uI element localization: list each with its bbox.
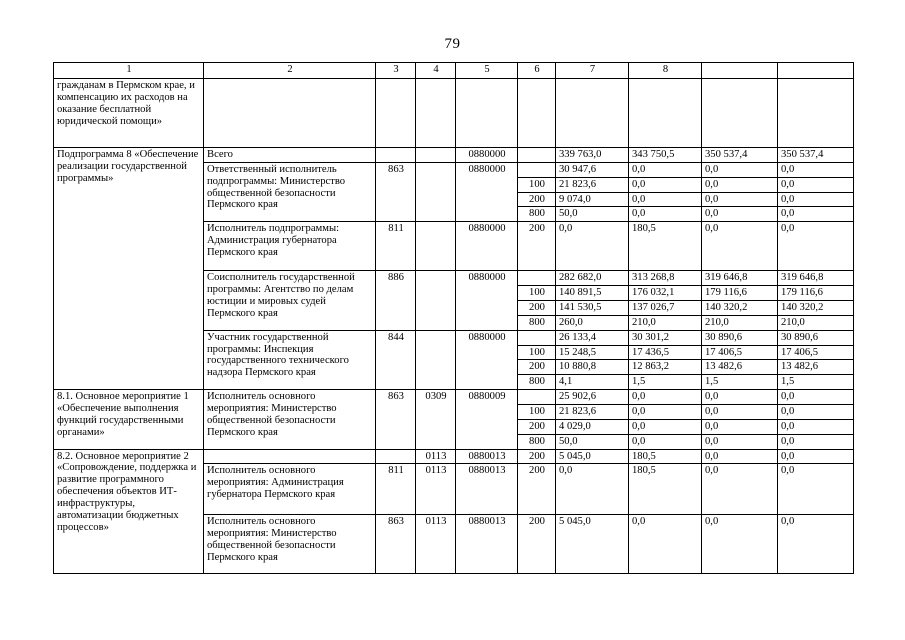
row-code4: 0113 [416,449,456,464]
row-code5: 0880013 [456,449,518,464]
row-amount-2: 343 750,5 [629,148,702,163]
row-amount-4: 0,0 [778,449,854,464]
row-code3: 886 [376,271,416,330]
row-title: 8.1. Основное мероприятие 1 «Обеспечение выполнения функций государственными органами» [54,390,204,449]
row-code6: 200 [518,301,556,316]
table-row [54,148,854,163]
row-code5: 0880013 [456,464,518,515]
row-code4 [416,148,456,163]
row-amount-4: 0,0 [778,419,854,434]
row-amount-1: 25 902,6 [556,390,629,405]
row-amount-4: 1,5 [778,375,854,390]
row-amount-1: 30 947,6 [556,162,629,177]
row-amount-3: 0,0 [702,405,778,420]
row-code4 [416,162,456,221]
row-amount-3: 0,0 [702,419,778,434]
row-amount-1: 4,1 [556,375,629,390]
row-amount-4: 319 646,8 [778,271,854,286]
table-row [54,449,854,464]
row-amount-3: 140 320,2 [702,301,778,316]
row-amount-4: 0,0 [778,177,854,192]
row-amount-2: 180,5 [629,222,702,271]
row-amount-2: 30 301,2 [629,330,702,345]
row-executor: Исполнитель основного мероприятия: Министерство общественной безопасности Пермского края [204,390,376,449]
row-amount-4: 140 320,2 [778,301,854,316]
row-amount-3: 0,0 [702,434,778,449]
row-amount-2: 0,0 [629,515,702,574]
row-code5: 0880000 [456,222,518,271]
column-header-4: 4 [416,63,456,79]
row-code6 [518,162,556,177]
row-amount-3: 0,0 [702,449,778,464]
row-executor: Исполнитель основного мероприятия: Министерство общественной безопасности Пермского края [204,515,376,574]
row-amount-1: 5 045,0 [556,515,629,574]
row-amount-2: 0,0 [629,405,702,420]
row-amount-2: 0,0 [629,434,702,449]
row-code3 [376,148,416,163]
row-code3: 844 [376,330,416,389]
row-amount-4 [778,79,854,148]
row-code5: 0880000 [456,330,518,389]
row-amount-3: 0,0 [702,390,778,405]
row-code3: 863 [376,515,416,574]
row-amount-3 [702,79,778,148]
row-code4 [416,222,456,271]
row-code5: 0880000 [456,271,518,330]
row-executor: Исполнитель подпрограммы: Администрация губернатора Пермского края [204,222,376,271]
row-amount-4: 13 482,6 [778,360,854,375]
row-amount-1: 140 891,5 [556,286,629,301]
row-code4: 0113 [416,464,456,515]
row-executor [204,79,376,148]
row-amount-4: 350 537,4 [778,148,854,163]
column-header-1: 1 [54,63,204,79]
row-code6: 200 [518,360,556,375]
row-amount-3: 0,0 [702,177,778,192]
row-code6 [518,330,556,345]
row-executor: Ответственный исполнитель подпрограммы: Министерство общественной безопасности Пермского края [204,162,376,221]
page-number: 79 [444,36,461,52]
row-code6: 200 [518,419,556,434]
row-amount-2: 0,0 [629,207,702,222]
column-header-8: 8 [629,63,702,79]
row-amount-1: 21 823,6 [556,177,629,192]
row-code6: 200 [518,192,556,207]
row-amount-1: 282 682,0 [556,271,629,286]
table-row [54,390,854,405]
row-amount-4: 179 116,6 [778,286,854,301]
row-amount-1: 50,0 [556,434,629,449]
row-code3: 863 [376,390,416,449]
row-amount-1: 50,0 [556,207,629,222]
row-amount-3: 0,0 [702,162,778,177]
row-code5: 0880000 [456,162,518,221]
row-code3: 811 [376,222,416,271]
row-code5 [456,79,518,148]
row-code6 [518,148,556,163]
row-code6: 200 [518,464,556,515]
row-amount-2: 137 026,7 [629,301,702,316]
row-amount-1: 0,0 [556,464,629,515]
row-code6: 200 [518,515,556,574]
row-amount-3: 0,0 [702,464,778,515]
row-code6: 800 [518,207,556,222]
row-amount-4: 30 890,6 [778,330,854,345]
column-header-2: 2 [204,63,376,79]
row-amount-2: 0,0 [629,177,702,192]
row-amount-2: 313 268,8 [629,271,702,286]
row-amount-2: 0,0 [629,192,702,207]
row-amount-2 [629,79,702,148]
row-code4 [416,79,456,148]
row-amount-3: 350 537,4 [702,148,778,163]
row-code6: 100 [518,345,556,360]
row-code4: 0309 [416,390,456,449]
row-code5: 0880013 [456,515,518,574]
row-amount-4: 210,0 [778,315,854,330]
budget-table-container [53,62,853,574]
row-amount-1: 9 074,0 [556,192,629,207]
row-title: 8.2. Основное мероприятие 2 «Сопровождение, поддержка и развитие программного обеспечения объектов ИТ-инфраструктуры, автоматизации бюджетных процессов» [54,449,204,574]
row-code5: 0880000 [456,148,518,163]
row-amount-1: 339 763,0 [556,148,629,163]
row-amount-3: 0,0 [702,515,778,574]
row-amount-2: 180,5 [629,464,702,515]
row-amount-1: 10 880,8 [556,360,629,375]
row-amount-2: 0,0 [629,390,702,405]
row-code6: 800 [518,375,556,390]
row-amount-4: 17 406,5 [778,345,854,360]
row-code5: 0880009 [456,390,518,449]
row-amount-4: 0,0 [778,515,854,574]
row-executor: Участник государственной программы: Инспекция государственного технического надзора Пермского края [204,330,376,389]
table-column-header-row [54,63,854,79]
row-amount-4: 0,0 [778,390,854,405]
row-amount-1: 0,0 [556,222,629,271]
row-code6 [518,79,556,148]
row-amount-1: 26 133,4 [556,330,629,345]
row-code6 [518,390,556,405]
row-amount-3: 17 406,5 [702,345,778,360]
row-amount-4: 0,0 [778,222,854,271]
row-amount-2: 176 032,1 [629,286,702,301]
row-code3 [376,79,416,148]
row-code6: 100 [518,177,556,192]
row-code4 [416,271,456,330]
column-header-3: 3 [376,63,416,79]
row-code3: 811 [376,464,416,515]
row-amount-4: 0,0 [778,405,854,420]
row-amount-1: 15 248,5 [556,345,629,360]
row-executor: Исполнитель основного мероприятия: Администрация губернатора Пермского края [204,464,376,515]
row-code6 [518,271,556,286]
row-amount-4: 0,0 [778,162,854,177]
column-header-9 [702,63,778,79]
column-header-5: 5 [456,63,518,79]
row-amount-3: 179 116,6 [702,286,778,301]
row-amount-2: 1,5 [629,375,702,390]
row-amount-3: 30 890,6 [702,330,778,345]
row-amount-3: 319 646,8 [702,271,778,286]
row-code6: 800 [518,315,556,330]
row-code6: 200 [518,222,556,271]
row-code3: 863 [376,162,416,221]
row-amount-4: 0,0 [778,192,854,207]
table-row [54,79,854,148]
row-amount-1: 4 029,0 [556,419,629,434]
row-code6: 100 [518,405,556,420]
row-amount-1: 5 045,0 [556,449,629,464]
row-executor [204,449,376,464]
column-header-7: 7 [556,63,629,79]
budget-table [53,62,854,574]
row-amount-1: 141 530,5 [556,301,629,316]
column-header-6: 6 [518,63,556,79]
row-amount-1 [556,79,629,148]
row-amount-2: 12 863,2 [629,360,702,375]
row-code4 [416,330,456,389]
row-code6: 800 [518,434,556,449]
row-amount-3: 0,0 [702,192,778,207]
row-amount-1: 260,0 [556,315,629,330]
row-code3 [376,449,416,464]
row-code4: 0113 [416,515,456,574]
row-amount-2: 180,5 [629,449,702,464]
row-amount-4: 0,0 [778,207,854,222]
row-amount-3: 0,0 [702,222,778,271]
row-amount-2: 210,0 [629,315,702,330]
row-amount-3: 1,5 [702,375,778,390]
row-amount-3: 210,0 [702,315,778,330]
row-code6: 100 [518,286,556,301]
row-amount-4: 0,0 [778,434,854,449]
row-amount-2: 0,0 [629,419,702,434]
row-amount-1: 21 823,6 [556,405,629,420]
row-amount-3: 13 482,6 [702,360,778,375]
row-title: гражданам в Пермском крае, и компенсацию их расходов на оказание бесплатной юридической помощи» [54,79,204,148]
row-code6: 200 [518,449,556,464]
row-executor: Соисполнитель государственной программы: Агентство по делам юстиции и мировых судей Пермского края [204,271,376,330]
row-amount-4: 0,0 [778,464,854,515]
row-executor: Всего [204,148,376,163]
column-header-10 [778,63,854,79]
row-amount-2: 0,0 [629,162,702,177]
row-amount-2: 17 436,5 [629,345,702,360]
row-amount-3: 0,0 [702,207,778,222]
row-title: Подпрограмма 8 «Обеспечение реализации государственной программы» [54,148,204,390]
